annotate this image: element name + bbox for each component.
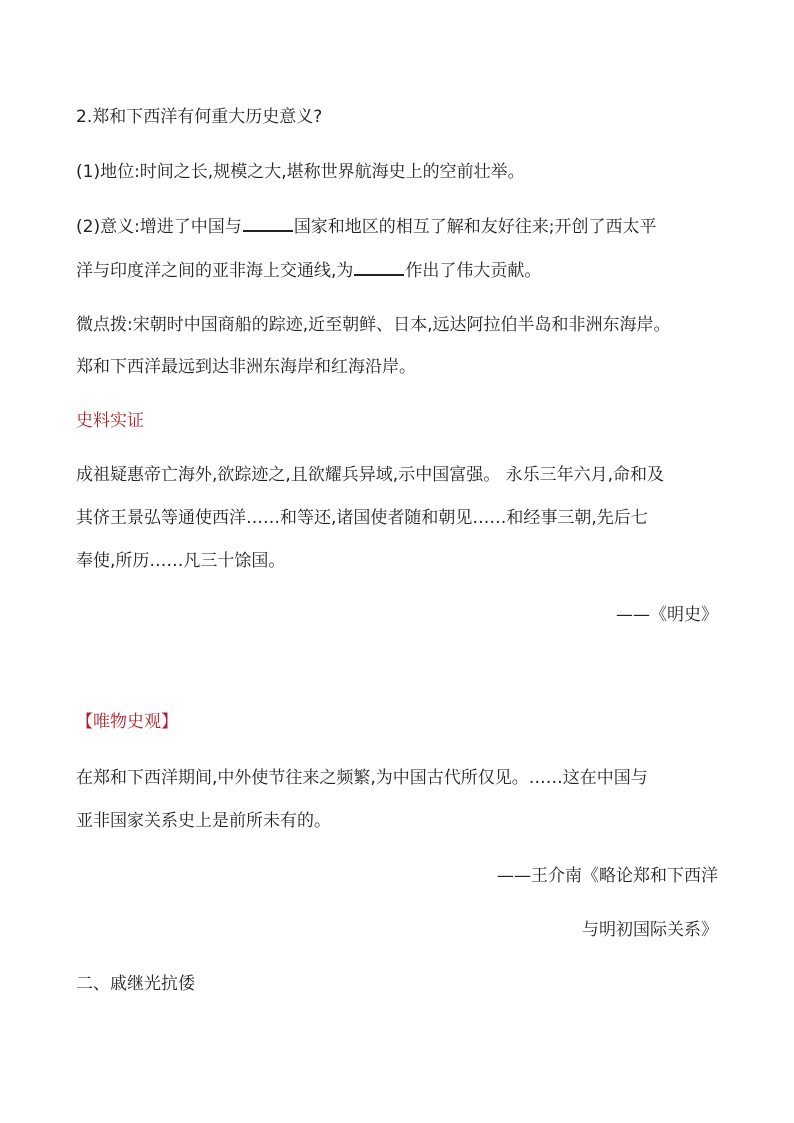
- materialism-source-line2: 与明初国际关系》: [582, 920, 718, 940]
- evidence-line3: 奉使,所历……凡三十馀国。: [76, 551, 286, 571]
- point-1-status: (1)地位:时间之长,规模之大,堪称世界航海史上的空前壮举。: [76, 162, 525, 182]
- materialism-line1: 在郑和下西洋期间,中外使节往来之频繁,为中国古代所仅见。……这在中国与: [76, 768, 648, 788]
- materialism-heading: 【唯物史观】: [76, 712, 178, 732]
- text-segment: (2)意义:增进了中国与: [76, 217, 242, 237]
- evidence-line2: 其侪王景弘等通使西洋……和等还,诸国使者随和朝见……和经事三朝,先后七: [76, 508, 648, 528]
- evidence-line1: 成祖疑惠帝亡海外,欲踪迹之,且欲耀兵异域,示中国富强。 永乐三年六月,命和及: [76, 465, 665, 485]
- point-2-significance-line2: [76, 259, 541, 283]
- fill-blank-1[interactable]: [243, 216, 293, 232]
- evidence-source: ——《明史》: [616, 605, 718, 625]
- tip-line2: 郑和下西洋最远到达非洲东海岸和红海沿岸。: [76, 357, 416, 377]
- point-2-significance-line1: [76, 215, 657, 239]
- question-2: 2.郑和下西洋有何重大历史意义?: [76, 107, 323, 127]
- fill-blank-2[interactable]: [354, 260, 404, 276]
- text-segment: 国家和地区的相互了解和友好往来;开创了西太平: [293, 217, 657, 237]
- materialism-source-line1: ——王介南《略论郑和下西洋: [497, 866, 718, 886]
- text-segment: 作出了伟大贡献。: [405, 261, 542, 281]
- tip-line1: 微点拨:宋朝时中国商船的踪迹,近至朝鲜、日本,远达阿拉伯半岛和非洲东海岸。: [76, 315, 671, 335]
- evidence-heading: 史料实证: [76, 411, 144, 431]
- text-segment: 洋与印度洋之间的亚非海上交通线,为: [76, 261, 354, 281]
- section-2-title: 二、戚继光抗倭: [76, 974, 195, 994]
- materialism-line2: 亚非国家关系史上是前所未有的。: [76, 811, 331, 831]
